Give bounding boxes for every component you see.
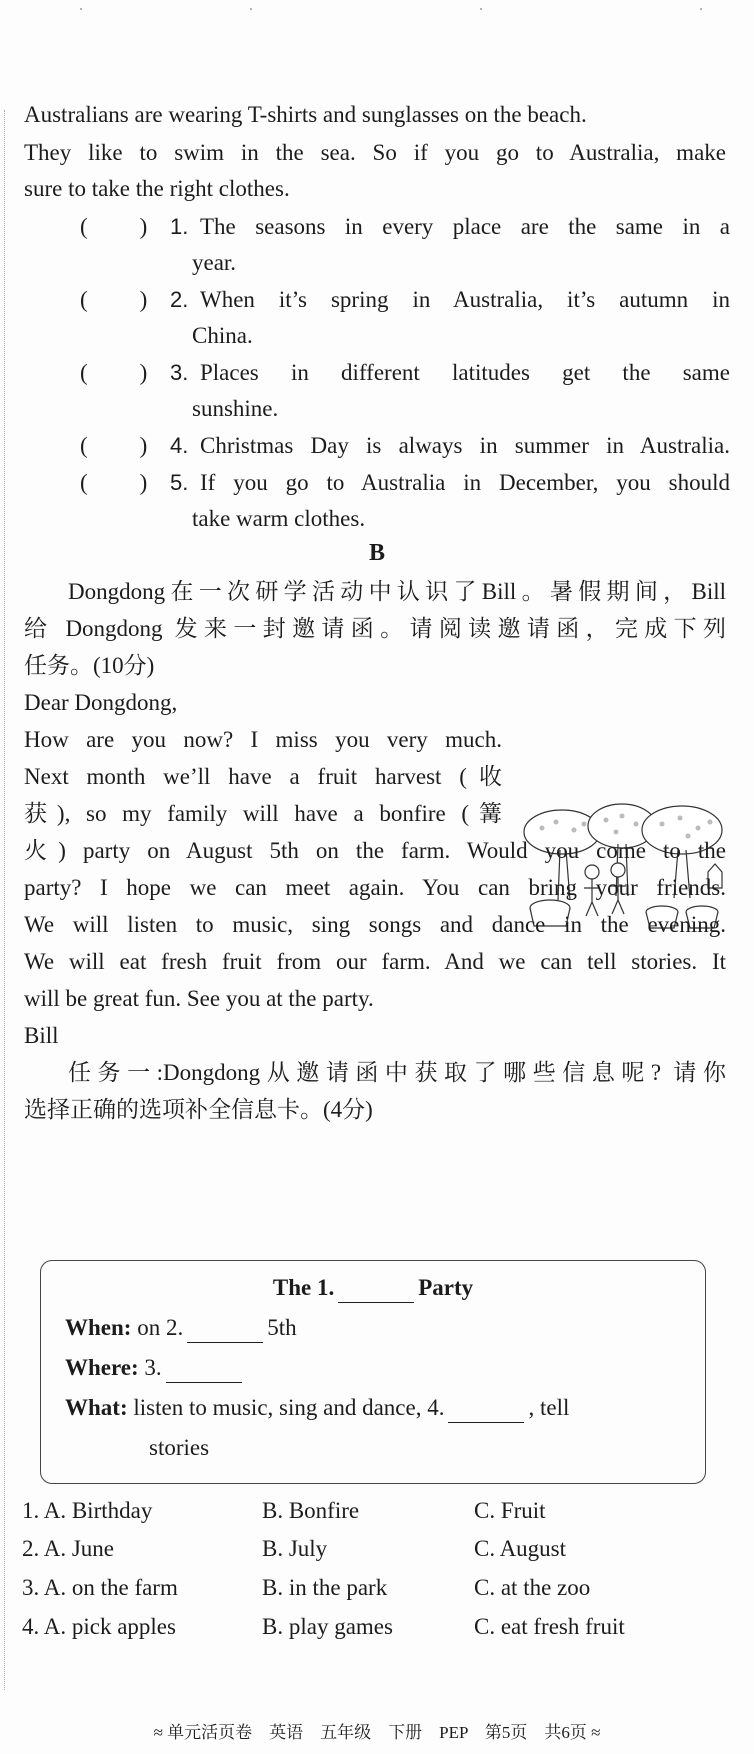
question-text: Christmas Day is always in summer in Australia. [200,433,730,458]
section-heading: B [368,540,385,566]
option-b[interactable]: B. July [262,1536,328,1561]
card-when [65,1313,297,1343]
what-text: listen to music, sing and dance, 4. [133,1395,445,1420]
option-a[interactable]: 3. A. on the farm [22,1575,178,1600]
option-c[interactable]: C. August [474,1536,567,1561]
question-3 [80,358,730,388]
answer-paren-close: ) [139,470,148,495]
answer-paren-open[interactable]: ( [80,214,88,239]
option-c[interactable]: C. Fruit [474,1498,546,1523]
letter-line: will be great fun. See you at the party. [24,986,374,1011]
question-number: 5. [170,470,189,495]
letter-greeting: Dear Dongdong, [24,690,178,715]
when-suffix: 5th [267,1315,297,1340]
question-5 [80,468,730,498]
letter-line: We will eat fresh fruit from our farm. And we can tell stories. It [24,949,726,974]
card-what [65,1393,569,1423]
task-instruction: 选择正确的选项补全信息卡。(4分) [24,1097,373,1122]
question-4 [80,431,730,461]
question-text-cont: year. [192,250,237,275]
letter-line: 火) party on August 5th on the farm. Would you come to the [24,838,726,863]
question-2 [80,285,730,315]
answer-paren-open[interactable]: ( [80,470,88,495]
option-b[interactable]: B. in the park [262,1575,388,1600]
option-c[interactable]: C. at the zoo [474,1575,591,1600]
question-number: 4. [170,433,189,458]
letter-line: party? I hope we can meet again. You can bring your friends. [24,875,726,900]
blank-2[interactable] [187,1320,263,1343]
where-text: 3. [144,1355,162,1380]
passage-line [24,100,726,130]
question-text-cont: sunshine. [192,396,279,421]
answer-paren-close: ) [139,214,148,239]
card-title-suffix: Party [418,1275,474,1300]
letter-line: We will listen to music, sing songs and dance in the evening. [24,912,726,937]
option-a[interactable]: 1. A. Birthday [22,1498,153,1523]
what-label: What: [65,1395,128,1420]
question-1 [80,212,730,242]
what-text-cont: stories [149,1435,210,1460]
question-text: When it’s spring in Australia, it’s autumn in [200,287,730,312]
passage-text: sure to take the right clothes. [24,176,290,201]
answer-paren-close: ) [139,433,148,458]
question-text-cont: China. [192,323,253,348]
passage-text: Australians are wearing T-shirts and sunglasses on the beach. [24,102,587,127]
card-title [41,1273,705,1303]
option-c[interactable]: C. eat fresh fruit [474,1614,625,1639]
blank-3[interactable] [166,1360,242,1383]
question-number: 2. [170,287,189,312]
option-b[interactable]: B. play games [262,1614,393,1639]
answer-paren-open[interactable]: ( [80,433,88,458]
answer-paren-close: ) [139,360,148,385]
option-a[interactable]: 2. A. June [22,1536,114,1561]
letter-line: How are you now? I miss you very much. [24,727,502,752]
question-text-cont: take warm clothes. [192,506,366,531]
instruction-text: 给 Dongdong 发来一封邀请函。请阅读邀请函，完成下列 [24,616,726,641]
letter-line: 获), so my family will have a bonfire (篝 [24,801,502,826]
blank-4[interactable] [448,1400,524,1423]
question-text: The seasons in every place are the same in a [200,214,730,239]
option-b[interactable]: B. Bonfire [262,1498,360,1523]
what-suffix: , tell [528,1395,570,1420]
task-instruction: 任务一:Dongdong从邀请函中获取了哪些信息呢? 请你 [68,1060,726,1085]
letter-signature: Bill [24,1023,59,1048]
instruction-text: Dongdong在一次研学活动中认识了Bill。暑假期间，Bill [68,579,726,604]
question-text: If you go to Australia in December, you should [200,470,730,495]
question-number: 1. [170,214,189,239]
answer-paren-open[interactable]: ( [80,360,88,385]
passage-line [24,138,726,168]
when-text: on 2. [137,1315,184,1340]
card-title-prefix: The 1. [272,1275,335,1300]
page-footer: ≈ 单元活页卷 英语 五年级 下册 PEP 第5页 共6页 ≈ [153,1723,601,1742]
answer-paren-open[interactable]: ( [80,287,88,312]
passage-text: They like to swim in the sea. So if you go to Australia, make [24,140,726,165]
option-a[interactable]: 4. A. pick apples [22,1614,176,1639]
question-text: Places in different latitudes get the same [200,360,730,385]
where-label: Where: [65,1355,139,1380]
info-card [40,1260,706,1484]
instruction-text: 任务。(10分) [24,653,155,678]
letter-line: Next month we’ll have a fruit harvest (收 [24,764,502,789]
card-where [65,1353,246,1383]
when-label: When: [65,1315,132,1340]
question-number: 3. [170,360,189,385]
binding-line [4,110,5,1690]
blank-1[interactable] [338,1280,414,1303]
top-dots [0,8,754,16]
passage-line [24,174,290,204]
answer-paren-close: ) [139,287,148,312]
